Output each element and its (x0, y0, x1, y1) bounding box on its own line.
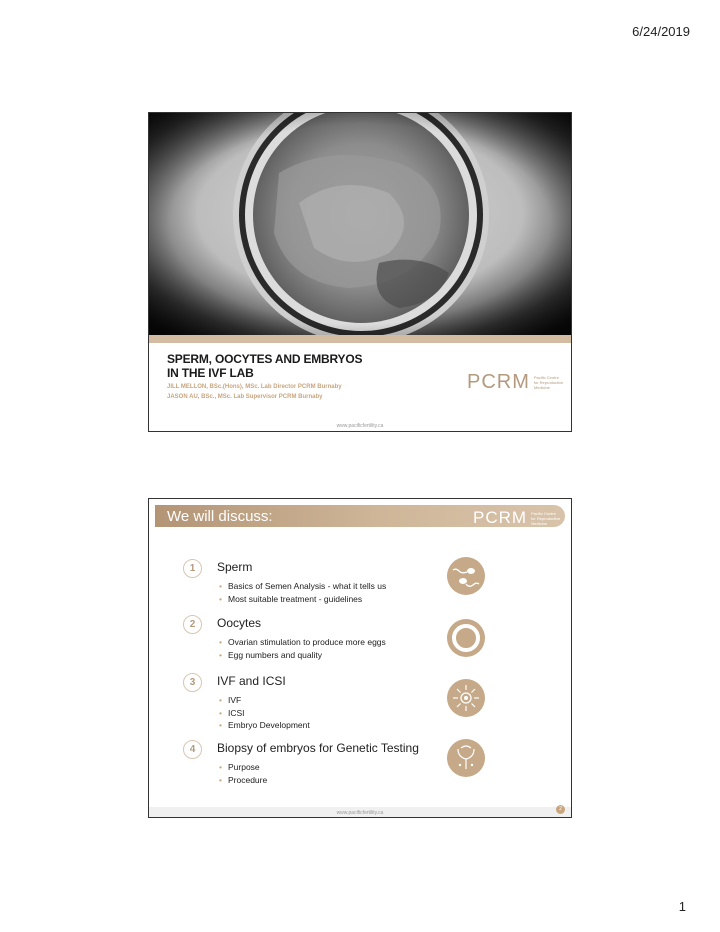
title-band (149, 335, 571, 343)
section-number: 1 (183, 559, 202, 578)
logo-line-2: for Reproductive (531, 515, 561, 521)
section-number: 2 (183, 615, 202, 634)
page-number: 1 (678, 899, 686, 914)
list-item: • Purpose (219, 761, 267, 774)
section-number: 4 (183, 740, 202, 759)
header-bar (155, 505, 565, 527)
logo-mark: PCRM (473, 508, 528, 527)
website-footer[interactable]: www.pacificfertility.ca (336, 423, 384, 429)
logo-tagline (534, 375, 572, 390)
biopsy-icon (447, 739, 485, 777)
list-item: • Egg numbers and quality (219, 649, 386, 662)
bullet-list (219, 694, 310, 732)
list-item: • Procedure (219, 774, 267, 787)
embryo-image (149, 113, 571, 335)
section-title: Oocytes (217, 616, 262, 630)
list-item: • Basics of Semen Analysis - what it tells us (219, 580, 386, 593)
logo-line-3: Medicine (533, 385, 550, 390)
section-title: Sperm (217, 560, 253, 574)
list-item: • Embryo Development (219, 719, 310, 732)
slide-heading: We will discuss: (167, 508, 273, 525)
slide-title-line2: IN THE IVF LAB (167, 366, 254, 380)
logo-line-3: Medicine (531, 520, 548, 526)
logo-tagline (531, 511, 572, 526)
list-item: • IVF (219, 694, 310, 707)
author-line-2: JASON AU, BSc., MSc. Lab Supervisor PCRM Burnaby (167, 394, 323, 400)
list-item: • ICSI (219, 707, 310, 720)
pcrm-logo-header (473, 508, 572, 528)
title-slide (148, 112, 572, 432)
section-title: IVF and ICSI (217, 674, 286, 688)
slide-title-line1: SPERM, OOCYTES AND EMBRYOS (167, 352, 363, 366)
pcrm-logo (467, 371, 572, 394)
bullet-list (219, 761, 267, 786)
list-item: • Ovarian stimulation to produce more eggs (219, 636, 386, 649)
section-title: Biopsy of embryos for Genetic Testing (217, 741, 419, 755)
slide-number-badge: 2 (556, 805, 565, 814)
sun-icon (447, 679, 485, 717)
oocyte-icon (447, 619, 485, 657)
website-footer[interactable]: www.pacificfertility.ca (336, 810, 384, 816)
agenda-slide (148, 498, 572, 818)
title-block (167, 352, 362, 400)
list-item: • Most suitable treatment - guidelines (219, 593, 386, 606)
sperm-icon (447, 557, 485, 595)
page-date: 6/24/2019 (632, 24, 690, 39)
logo-line-1: Pacific Centre (533, 375, 559, 380)
author-line-1: JILL MELLON, BSc.(Hons), MSc. Lab Director PCRM Burnaby (167, 384, 342, 390)
logo-line-2: for Reproductive (533, 380, 564, 385)
logo-mark: PCRM (467, 371, 530, 393)
section-number: 3 (183, 673, 202, 692)
bullet-list (219, 636, 386, 661)
bullet-list (219, 580, 386, 605)
logo-line-1: Pacific Centre (531, 510, 556, 516)
